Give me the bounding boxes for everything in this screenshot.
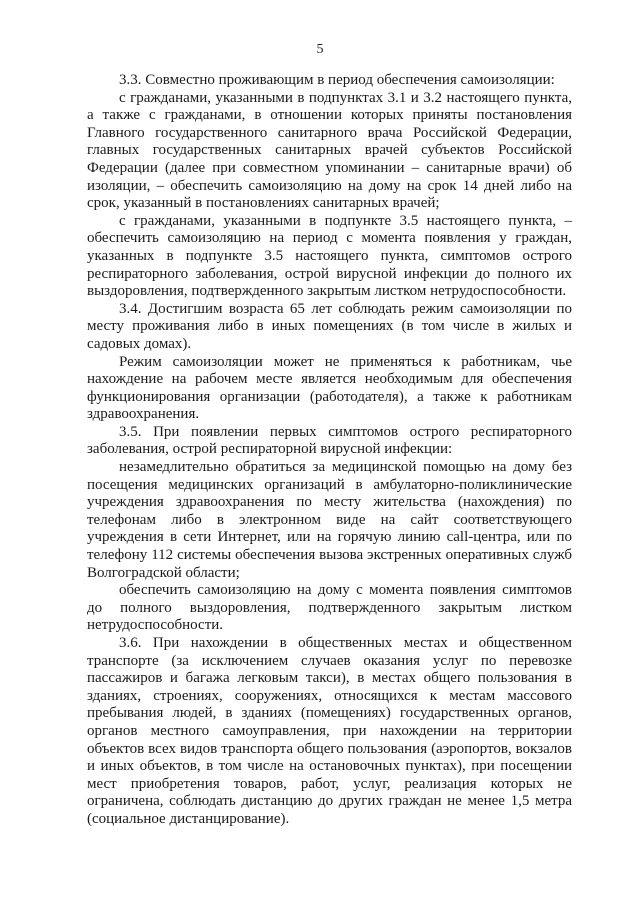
paragraph-3-5: 3.5. При появлении первых симптомов острого респираторного заболевания, острой респираторной вирусной инфекции: — [87, 423, 572, 458]
paragraph-3-3: 3.3. Совместно проживающим в период обеспечения самоизоляции: — [119, 72, 555, 88]
paragraph-3-4: 3.4. Достигшим возраста 65 лет соблюдать режим самоизоляции по месту проживания либо в иных помещениях (в том числе в жилых и садовых домах). — [87, 300, 572, 352]
paragraph-3-3-item-1: с гражданами, указанными в подпунктах 3.1 и 3.2 настоящего пункта, а также с гражданами, в отношении которых приняты постановления Главного государственного санитарного врача Российской Федерации, главных государственных санитарных врачей субъектов Российской Федерации (далее при совместном упоминании – санитарные врачи) об изоляции, – обеспечить самоизоляцию на дому на срок 14 дней либо на срок, указанный в постановлениях санитарных врачей; — [87, 89, 572, 212]
paragraph-3-4-note: Режим самоизоляции может не применяться к работникам, чье нахождение на рабочем месте является необходимым для обеспечения функционирования организации (работодателя), а также к работникам здравоохранения. — [87, 353, 572, 423]
paragraph-3-6: 3.6. При нахождении в общественных местах и общественном транспорте (за исключением случаев оказания услуг по перевозке пассажиров и багажа легковым такси), в местах общего пользования в зданиях, строениях, сооружениях, относящихся к местам массового пребывания людей, в зданиях (помещениях) государственных органов, органов местного самоуправления, при нахождении на территории объектов всех видов транспорта общего пользования (аэропортов, вокзалов и иных объектов, в том числе на остановочных пунктах), при посещении мест приобретения товаров, работ, услуг, реализация которых не ограничена, соблюдать дистанцию до других граждан не менее 1,5 метра (социальное дистанцирование). — [87, 635, 572, 827]
document-body — [87, 72, 572, 829]
paragraph-3-5-item-2: обеспечить самоизоляцию на дому с момента появления симптомов до полного выздоровления, подтвержденного закрытым листком нетрудоспособности. — [87, 582, 572, 634]
paragraph-3-5-item-1: незамедлительно обратиться за медицинской помощью на дому без посещения медицинских организаций в амбулаторно-поликлинические учреждения здравоохранения по месту жительства (нахождения) по телефонам либо в электронном виде на сайт соответствующего учреждения в сети Интернет, или на горячую линию call-центра, или по телефону 112 системы обеспечения вызова экстренных оперативных служб Волгоградской области; — [87, 459, 572, 581]
paragraph-3-3-item-2: с гражданами, указанными в подпункте 3.5 настоящего пункта, – обеспечить самоизоляцию на период с момента появления у граждан, указанных в подпункте 3.5 настоящего пункта, симптомов острого респираторного заболевания, острой вирусной инфекции до полного их выздоровления, подтвержденного закрытым листком нетрудоспособности. — [87, 212, 572, 300]
page-number: 5 — [316, 42, 324, 57]
